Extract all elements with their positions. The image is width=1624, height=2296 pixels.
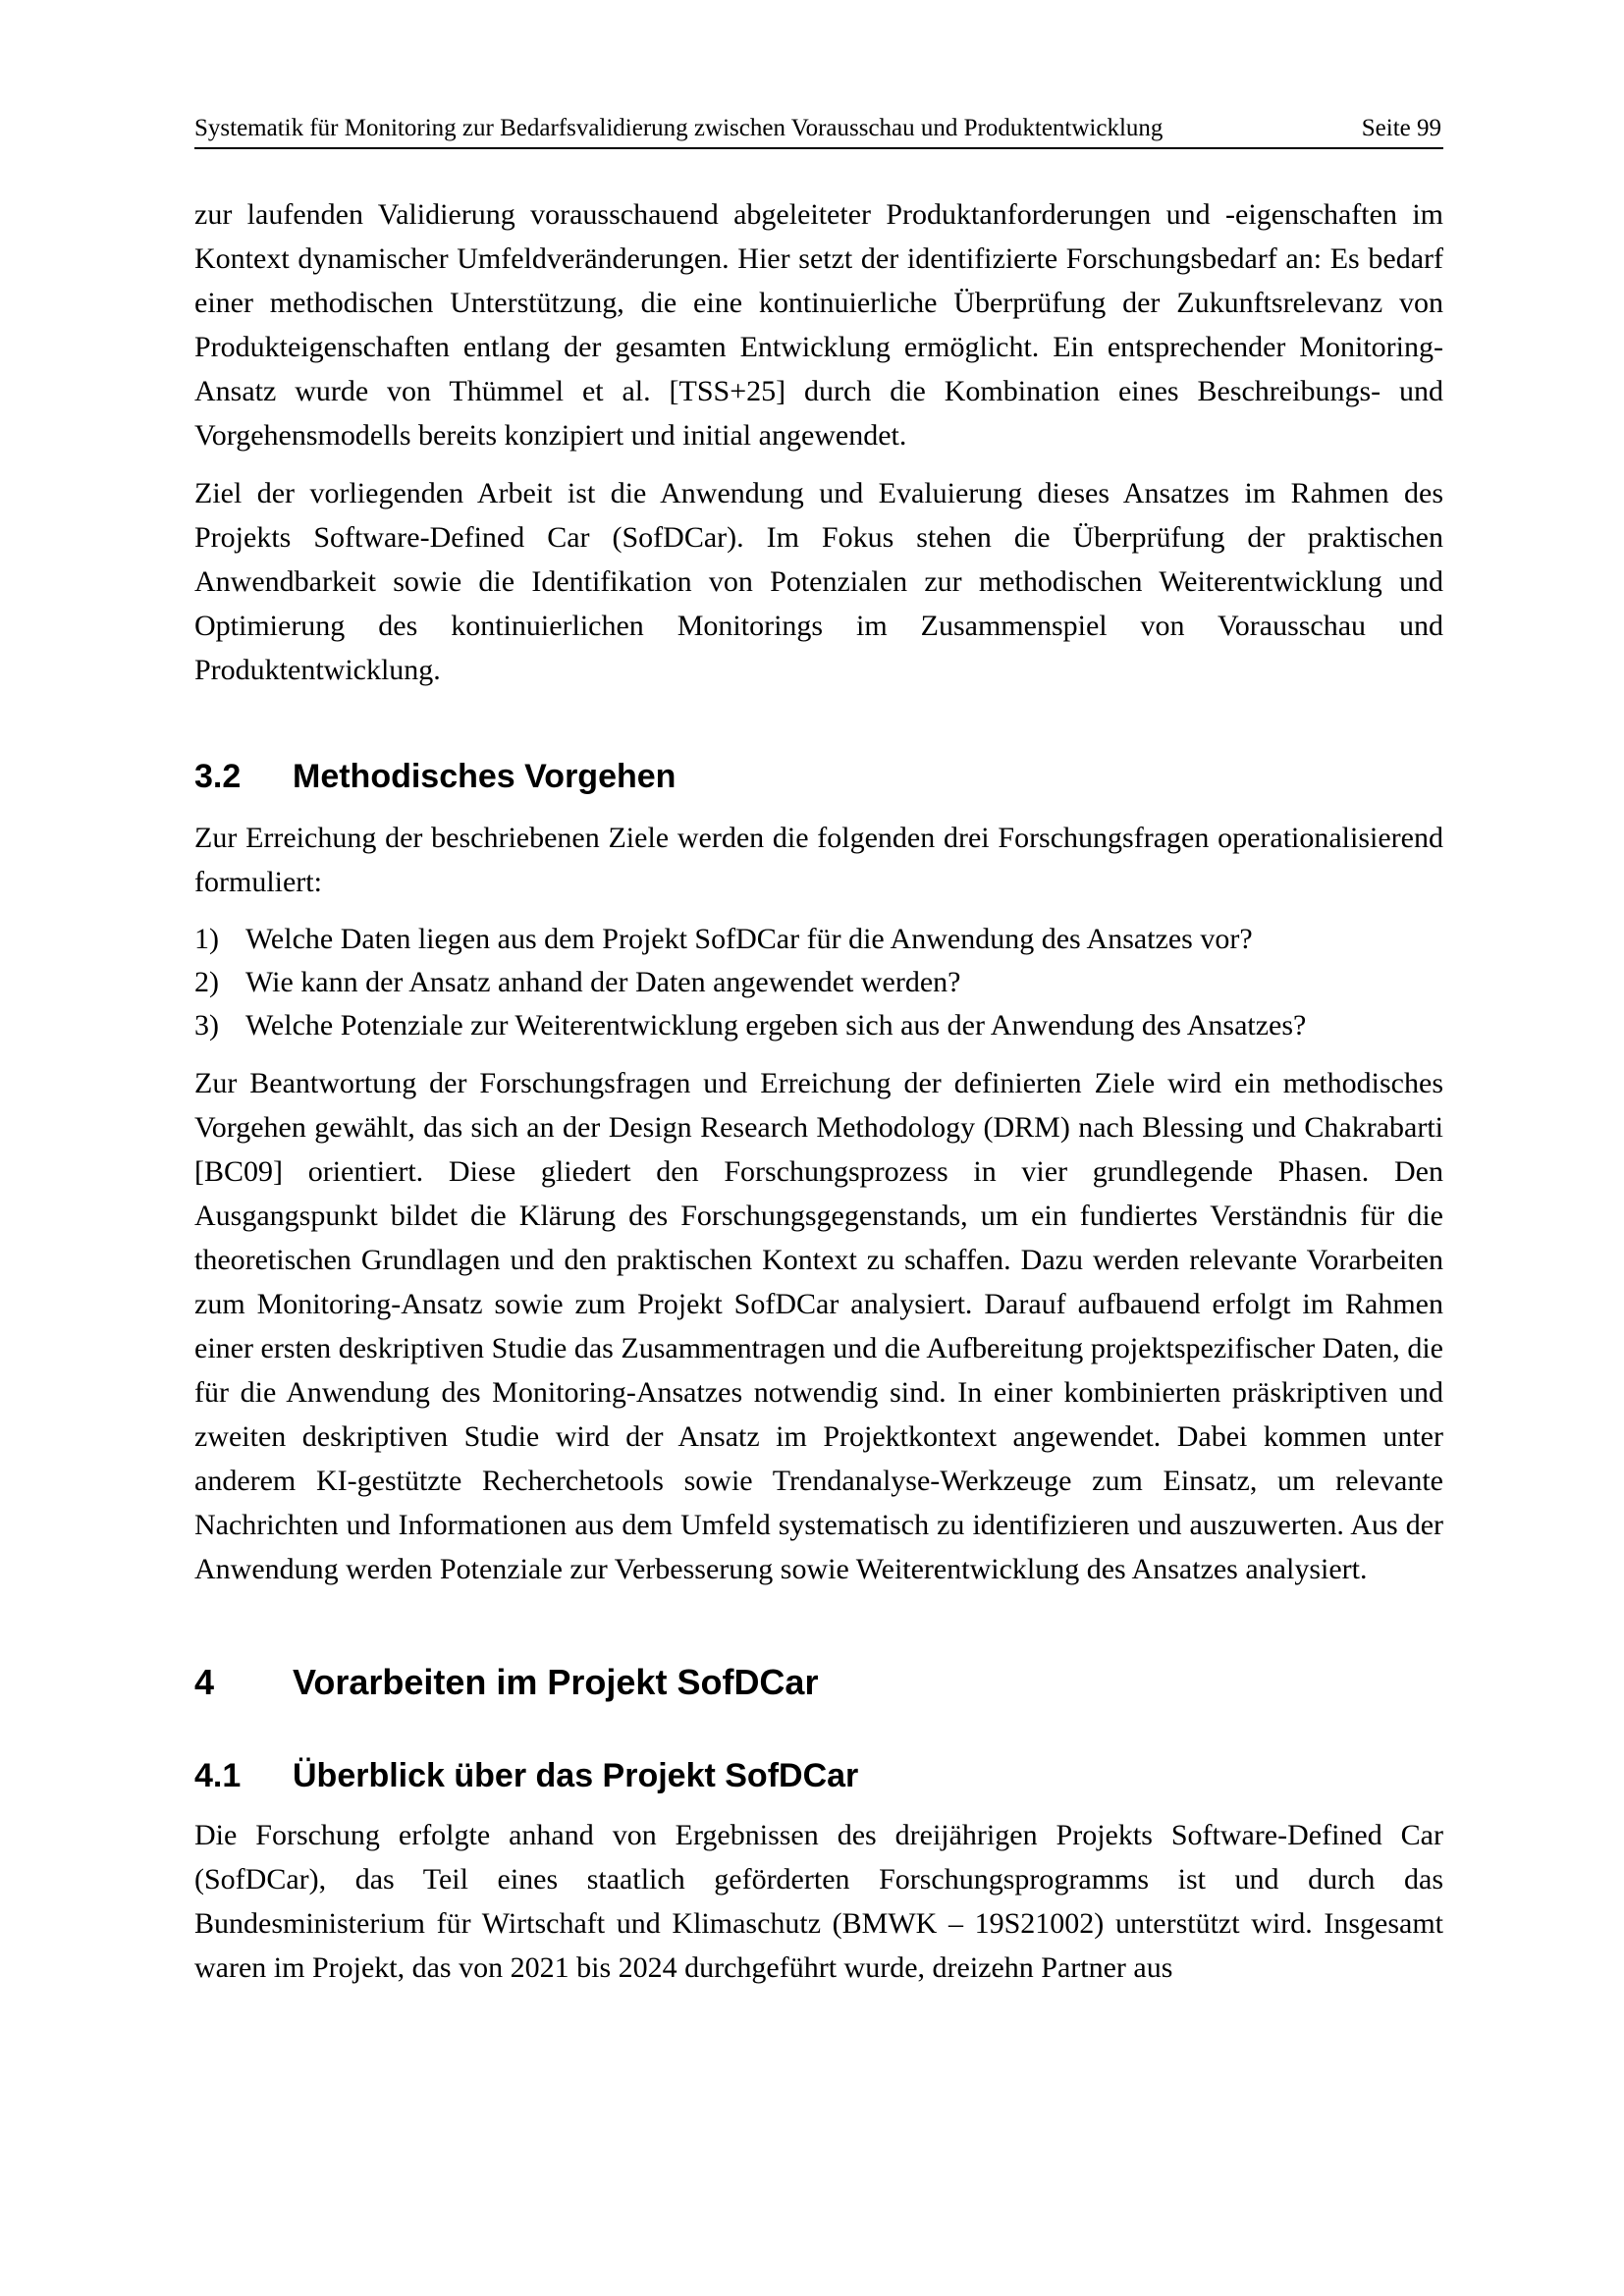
- paragraph-method: Zur Beantwortung der Forschungsfragen und Erreichung der definierten Ziele wird ein methodisches Vorgehen gewählt, das sich an der Design Research Methodology (DRM) nach Blessing und Chakrabarti [BC09] orientiert. Diese gliedert den Forschungsprozess in vier grundlegende Phasen. Den Ausgangspunkt bildet die Klärung des Forschungsgegenstands, um ein fundiertes Verständnis für die theoretischen Grundlagen und den praktischen Kontext zu schaffen. Dazu werden relevante Vorarbeiten zum Monitoring-Ansatz sowie zum Projekt SofDCar analysiert. Darauf aufbauend erfolgt im Rahmen einer ersten deskriptiven Studie das Zusammentragen und die Aufbereitung projektspezifischer Daten, die für die Anwendung des Monitoring-Ansatzes notwendig sind. In einer kombinierten präskriptiven und zweiten deskriptiven Studie wird der Ansatz im Projektkontext angewendet. Dabei kommen unter anderem KI-gestützte Recherchetools sowie Trendanalyse-Werkzeuge zum Einsatz, um relevante Nachrichten und Informationen aus dem Umfeld systematisch zu identifizieren und auszuwerten. Aus der Anwendung werden Potenziale zur Verbesserung sowie Weiterentwicklung des Ansatzes analysiert.: [194, 1067, 1443, 1585]
- paragraph-research-questions-intro: Zur Erreichung der beschriebenen Ziele werden die folgenden drei Forschungsfragen operationalisierend formuliert:: [194, 822, 1443, 898]
- list-item-text: Wie kann der Ansatz anhand der Daten angewendet werden?: [245, 966, 961, 998]
- chapter-title: Vorarbeiten im Projekt SofDCar: [293, 1662, 819, 1702]
- spacer: [194, 1797, 1443, 1813]
- section-title: Methodisches Vorgehen: [293, 758, 677, 795]
- section-heading-3-2: [194, 755, 1443, 798]
- spacer: [194, 706, 1443, 755]
- list-item-number: 2): [194, 966, 219, 998]
- paragraph-objective: Ziel der vorliegenden Arbeit ist die Anwendung und Evaluierung dieses Ansatzes im Rahmen des Projekts Software-Defined Car (SofDCar). Im Fokus stehen die Überprüfung der praktischen Anwendbarkeit sowie die Identifikation von Potenzialen zur methodischen Weiterentwicklung und Optimierung des kontinuierlichen Monitorings im Zusammenspiel von Vorausschau und Produktentwicklung.: [194, 477, 1443, 686]
- list-item-text: Welche Daten liegen aus dem Projekt SofDCar für die Anwendung des Ansatzes vor?: [245, 923, 1253, 955]
- paragraph-motivation-end: zur laufenden Validierung vorausschauend abgeleiteter Produktanforderungen und -eigenschaften im Kontext dynamischer Umfeldveränderungen. Hier setzt der identifizierte Forschungsbedarf an: Es bedarf einer methodischen Unterstützung, die eine kontinuierliche Überprüfung der Zukunftsrelevanz von Produkteigenschaften entlang der gesamten Entwicklung ermöglicht. Ein entsprechender Monitoring-Ansatz wurde von Thümmel et al. [TSS+25] durch die Kombination eines Beschreibungs- und Vorgehensmodells bereits konzipiert und initial angewendet.: [194, 198, 1443, 452]
- list-item: [194, 918, 1443, 961]
- section-heading-4-1: [194, 1754, 1443, 1797]
- running-header-title: Systematik für Monitoring zur Bedarfsvalidierung zwischen Vorausschau und Produktentwicklung: [194, 115, 1164, 141]
- chapter-number: 4: [194, 1662, 215, 1702]
- document-page: [194, 0, 1443, 2296]
- spacer: [194, 798, 1443, 816]
- paragraph-project-overview: Die Forschung erfolgte anhand von Ergebnissen des dreijährigen Projekts Software-Defined Car (SofDCar), das Teil eines staatlich geförderten Forschungsprogramms ist und durch das Bundesministerium für Wirtschaft und Klimaschutz (BMWK – 19S21002) unterstützt wird. Insgesamt waren im Projekt, das von 2021 bis 2024 durchgeführt wurde, dreizehn Partner aus: [194, 1819, 1443, 1984]
- list-item-text: Welche Potenziale zur Weiterentwicklung ergeben sich aus der Anwendung des Ansatzes?: [245, 1009, 1307, 1041]
- research-questions-list: [194, 918, 1443, 1047]
- spacer: [194, 1705, 1443, 1754]
- section-number: 3.2: [194, 758, 242, 795]
- spacer: [194, 1605, 1443, 1660]
- section-title: Überblick über das Projekt SofDCar: [293, 1757, 859, 1794]
- page-content: [194, 192, 1443, 2003]
- chapter-heading-4: [194, 1660, 1443, 1705]
- list-item-number: 1): [194, 923, 219, 955]
- running-header: [194, 112, 1443, 149]
- page-number: Seite 99: [1361, 115, 1441, 141]
- list-item: [194, 961, 1443, 1004]
- list-item-number: 3): [194, 1009, 219, 1041]
- list-item: [194, 1004, 1443, 1047]
- section-number: 4.1: [194, 1757, 242, 1794]
